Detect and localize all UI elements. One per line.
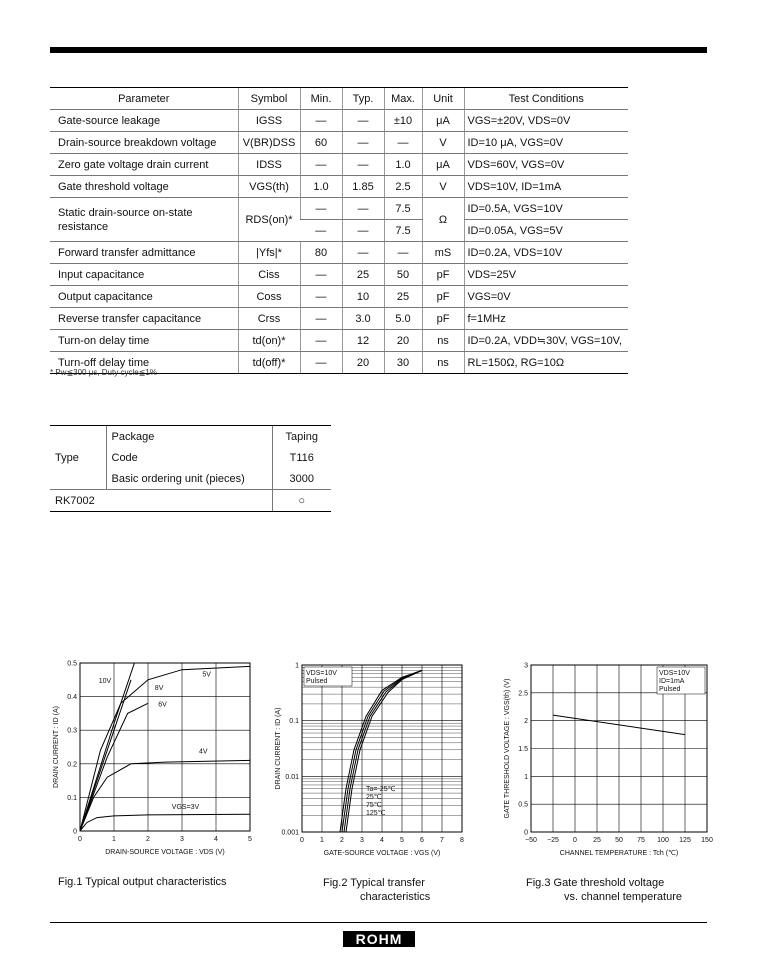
cell-typ: —	[342, 154, 384, 176]
cell-sym: IGSS	[238, 110, 300, 132]
table-row	[50, 176, 628, 198]
cell-unit: V	[422, 132, 464, 154]
x-tick-label: 6	[420, 837, 424, 844]
table-row	[50, 110, 628, 132]
packaging-table	[50, 425, 331, 512]
cell-max: —	[384, 242, 422, 264]
cell-max: 1.0	[384, 154, 422, 176]
cell-max: 25	[384, 286, 422, 308]
x-tick-label: 125	[679, 837, 691, 844]
cell-unit: pF	[422, 264, 464, 286]
cell-sym: Coss	[238, 286, 300, 308]
table-row	[50, 264, 628, 286]
x-tick-label: 4	[380, 837, 384, 844]
cell-unit: pF	[422, 286, 464, 308]
cell-typ: 12	[342, 330, 384, 352]
cell-max: 5.0	[384, 308, 422, 330]
cell-unit: ns	[422, 352, 464, 374]
cell-cond: VGS=±20V, VDS=0V	[464, 110, 628, 132]
x-axis-label: CHANNEL TEMPERATURE : Tch (℃)	[559, 850, 679, 857]
cell-typ: 1.85	[342, 176, 384, 198]
cell-sym: td(off)*	[238, 352, 300, 374]
cell-unit: V	[422, 176, 464, 198]
y-tick-label: 1	[524, 773, 528, 781]
fig1-caption: Fig.1 Typical output characteristics	[58, 876, 227, 888]
col-max: Max.	[384, 88, 422, 110]
y-tick-label: 0.2	[67, 761, 77, 769]
cell-min: 1.0	[300, 176, 342, 198]
cell-min: —	[300, 198, 342, 220]
legend-header-text: ID=1mA	[659, 678, 685, 685]
col-conditions: Test Conditions	[464, 88, 628, 110]
table-row	[50, 308, 628, 330]
series-label: Ta=-25℃	[366, 786, 396, 793]
transfer-characteristics-chart	[270, 655, 480, 865]
series-label: 6V	[158, 701, 167, 709]
y-tick-label: 2.5	[518, 690, 528, 698]
col-typ: Typ.	[342, 88, 384, 110]
series-line	[80, 680, 131, 831]
rohm-logo	[343, 931, 415, 947]
table-footnote: * Pw≦300 μs, Duty cycle≦1%	[50, 368, 157, 377]
cell-cond: ID=0.5A, VGS=10V	[464, 198, 628, 220]
cell-max: 7.5	[384, 220, 422, 242]
x-tick-label: 150	[701, 837, 713, 844]
cell-param: Turn-on delay time	[50, 330, 238, 352]
y-tick-label: 0.4	[67, 694, 77, 702]
x-tick-label: 5	[248, 836, 252, 843]
table-row	[50, 242, 628, 264]
footer-rule	[50, 922, 707, 923]
cell-param: Gate-source leakage	[50, 110, 238, 132]
cell-cond: ID=0.05A, VGS=5V	[464, 220, 628, 242]
table-row	[50, 330, 628, 352]
series-label: 75℃	[366, 802, 382, 809]
y-tick-label: 2	[524, 718, 528, 726]
cell-sym: V(BR)DSS	[238, 132, 300, 154]
y-axis-label: DRAIN CURRENT : ID (A)	[275, 707, 282, 790]
svg-text:ROHM: ROHM	[355, 931, 403, 947]
cell-typ: —	[342, 198, 384, 220]
cell-min: —	[300, 220, 342, 242]
cell-param: Gate threshold voltage	[50, 176, 238, 198]
cell-cond: f=1MHz	[464, 308, 628, 330]
table-row	[50, 154, 628, 176]
y-tick-label: 0.001	[281, 829, 299, 837]
cell-param: Turn-off delay time	[50, 352, 238, 374]
y-tick-label: 0.1	[289, 718, 299, 726]
fig2-caption: Fig.2 Typical transfer	[323, 877, 425, 889]
output-characteristics-chart	[40, 655, 260, 865]
x-tick-label: 8	[460, 837, 464, 844]
series-line	[80, 760, 250, 831]
x-tick-label: 4	[214, 836, 218, 843]
package-label: Package	[106, 426, 272, 448]
y-tick-label: 0	[73, 828, 77, 836]
table-header-row	[50, 88, 628, 110]
cell-max: 50	[384, 264, 422, 286]
plot-frame	[80, 663, 250, 831]
col-parameter: Parameter	[50, 88, 238, 110]
y-tick-label: 3	[524, 662, 528, 670]
fig2-caption-line2: characteristics	[360, 891, 431, 903]
y-tick-label: 1.5	[518, 746, 528, 753]
cell-unit: Ω	[422, 198, 464, 242]
cell-typ: 3.0	[342, 308, 384, 330]
fig3-caption: Fig.3 Gate threshold voltage	[526, 877, 665, 889]
cell-cond: VGS=0V	[464, 286, 628, 308]
col-unit: Unit	[422, 88, 464, 110]
cell-max: —	[384, 132, 422, 154]
x-tick-label: 2	[146, 836, 150, 843]
cell-max: 20	[384, 330, 422, 352]
cell-param: Drain-source breakdown voltage	[50, 132, 238, 154]
cell-sym: td(on)*	[238, 330, 300, 352]
legend-header-text: VDS=10V	[306, 670, 337, 677]
cell-param: Reverse transfer capacitance	[50, 308, 238, 330]
cell-unit: mS	[422, 242, 464, 264]
cell-min: —	[300, 286, 342, 308]
col-symbol: Symbol	[238, 88, 300, 110]
y-axis-label: DRAIN CURRENT : ID (A)	[53, 706, 60, 788]
part-available-mark: ○	[272, 490, 331, 512]
code-value: T116	[272, 447, 331, 468]
x-tick-label: 100	[657, 837, 669, 844]
series-label: 5V	[202, 671, 211, 679]
taping-label: Taping	[272, 426, 331, 448]
cell-max: ±10	[384, 110, 422, 132]
cell-cond: RL=150Ω, RG=10Ω	[464, 352, 628, 374]
series-label: 4V	[199, 748, 208, 756]
table-row	[50, 490, 331, 512]
gate-threshold-chart	[495, 655, 720, 865]
cell-min: 80	[300, 242, 342, 264]
cell-unit: μA	[422, 154, 464, 176]
series-label: VGS=3V	[171, 804, 200, 812]
table-row	[50, 132, 628, 154]
cell-typ: 20	[342, 352, 384, 374]
cell-max: 7.5	[384, 198, 422, 220]
cell-min: —	[300, 330, 342, 352]
cell-typ: —	[342, 242, 384, 264]
table-row	[50, 286, 628, 308]
unit-label: Basic ordering unit (pieces)	[106, 468, 272, 490]
part-number: RK7002	[50, 490, 272, 512]
x-tick-label: 3	[180, 836, 184, 843]
y-tick-label: 1	[295, 662, 299, 670]
cell-cond: VDS=25V	[464, 264, 628, 286]
type-label: Type	[50, 426, 106, 490]
cell-unit: ns	[422, 330, 464, 352]
table-row	[50, 426, 331, 448]
cell-sym: IDSS	[238, 154, 300, 176]
cell-cond: ID=10 μA, VGS=0V	[464, 132, 628, 154]
cell-param: Static drain-source on-state resistance	[50, 198, 238, 242]
cell-cond: ID=0.2A, VDD≒30V, VGS=10V,	[464, 330, 628, 352]
cell-typ: 25	[342, 264, 384, 286]
cell-min: —	[300, 110, 342, 132]
cell-typ: —	[342, 110, 384, 132]
cell-max: 2.5	[384, 176, 422, 198]
cell-cond: VDS=10V, ID=1mA	[464, 176, 628, 198]
y-tick-label: 0.5	[67, 660, 77, 668]
cell-cond: VDS=60V, VGS=0V	[464, 154, 628, 176]
x-axis-label: DRAIN-SOURCE VOLTAGE : VDS (V)	[105, 849, 225, 856]
x-tick-label: 1	[320, 837, 324, 844]
col-min: Min.	[300, 88, 342, 110]
cell-min: —	[300, 264, 342, 286]
x-tick-label: 0	[300, 837, 304, 844]
cell-min: —	[300, 308, 342, 330]
x-tick-label: 5	[400, 837, 404, 844]
cell-sym: VGS(th)	[238, 176, 300, 198]
legend-header-text: VDS=10V	[659, 670, 690, 677]
cell-min: 60	[300, 132, 342, 154]
cell-typ: —	[342, 220, 384, 242]
x-tick-label: 50	[615, 837, 623, 844]
cell-min: —	[300, 352, 342, 374]
x-tick-label: 3	[360, 837, 364, 844]
series-line	[80, 814, 250, 831]
y-axis-label: GATE THRESHOLD VOLTAGE : VGS(th) (V)	[504, 678, 511, 819]
cell-min: —	[300, 154, 342, 176]
legend-header-text: Pulsed	[306, 678, 328, 685]
cell-param: Zero gate voltage drain current	[50, 154, 238, 176]
x-tick-label: 7	[440, 837, 444, 844]
x-tick-label: 75	[637, 837, 645, 844]
cell-unit: pF	[422, 308, 464, 330]
cell-typ: 10	[342, 286, 384, 308]
cell-param: Forward transfer admittance	[50, 242, 238, 264]
cell-param: Input capacitance	[50, 264, 238, 286]
fig3-caption-line2: vs. channel temperature	[564, 891, 683, 903]
series-label: 125℃	[366, 810, 386, 817]
series-label: 25℃	[366, 794, 382, 801]
code-label: Code	[106, 447, 272, 468]
series-label: 10V	[98, 678, 112, 686]
x-tick-label: 1	[112, 836, 116, 843]
x-tick-label: −50	[525, 837, 537, 844]
x-tick-label: 25	[593, 837, 601, 844]
unit-value: 3000	[272, 468, 331, 490]
cell-sym: |Yfs|*	[238, 242, 300, 264]
cell-typ: —	[342, 132, 384, 154]
header-rule	[50, 47, 707, 53]
x-tick-label: 0	[78, 836, 82, 843]
x-tick-label: 2	[340, 837, 344, 844]
x-tick-label: 0	[573, 837, 577, 844]
cell-max: 30	[384, 352, 422, 374]
electrical-characteristics-table	[50, 87, 628, 374]
cell-cond: ID=0.2A, VDS=10V	[464, 242, 628, 264]
y-tick-label: 0	[524, 829, 528, 837]
x-axis-label: GATE-SOURCE VOLTAGE : VGS (V)	[323, 850, 441, 857]
y-tick-label: 0.1	[67, 794, 77, 802]
cell-sym: RDS(on)*	[238, 198, 300, 242]
table-row	[50, 198, 628, 220]
cell-sym: Ciss	[238, 264, 300, 286]
series-label: 8V	[154, 684, 164, 692]
x-tick-label: −25	[547, 837, 559, 844]
y-tick-label: 0.01	[285, 773, 299, 781]
cell-sym: Crss	[238, 308, 300, 330]
series-line	[80, 666, 250, 831]
cell-unit: μA	[422, 110, 464, 132]
y-tick-label: 0.3	[67, 727, 77, 735]
y-tick-label: 0.5	[518, 801, 528, 809]
cell-param: Output capacitance	[50, 286, 238, 308]
legend-header-text: Pulsed	[659, 686, 681, 693]
